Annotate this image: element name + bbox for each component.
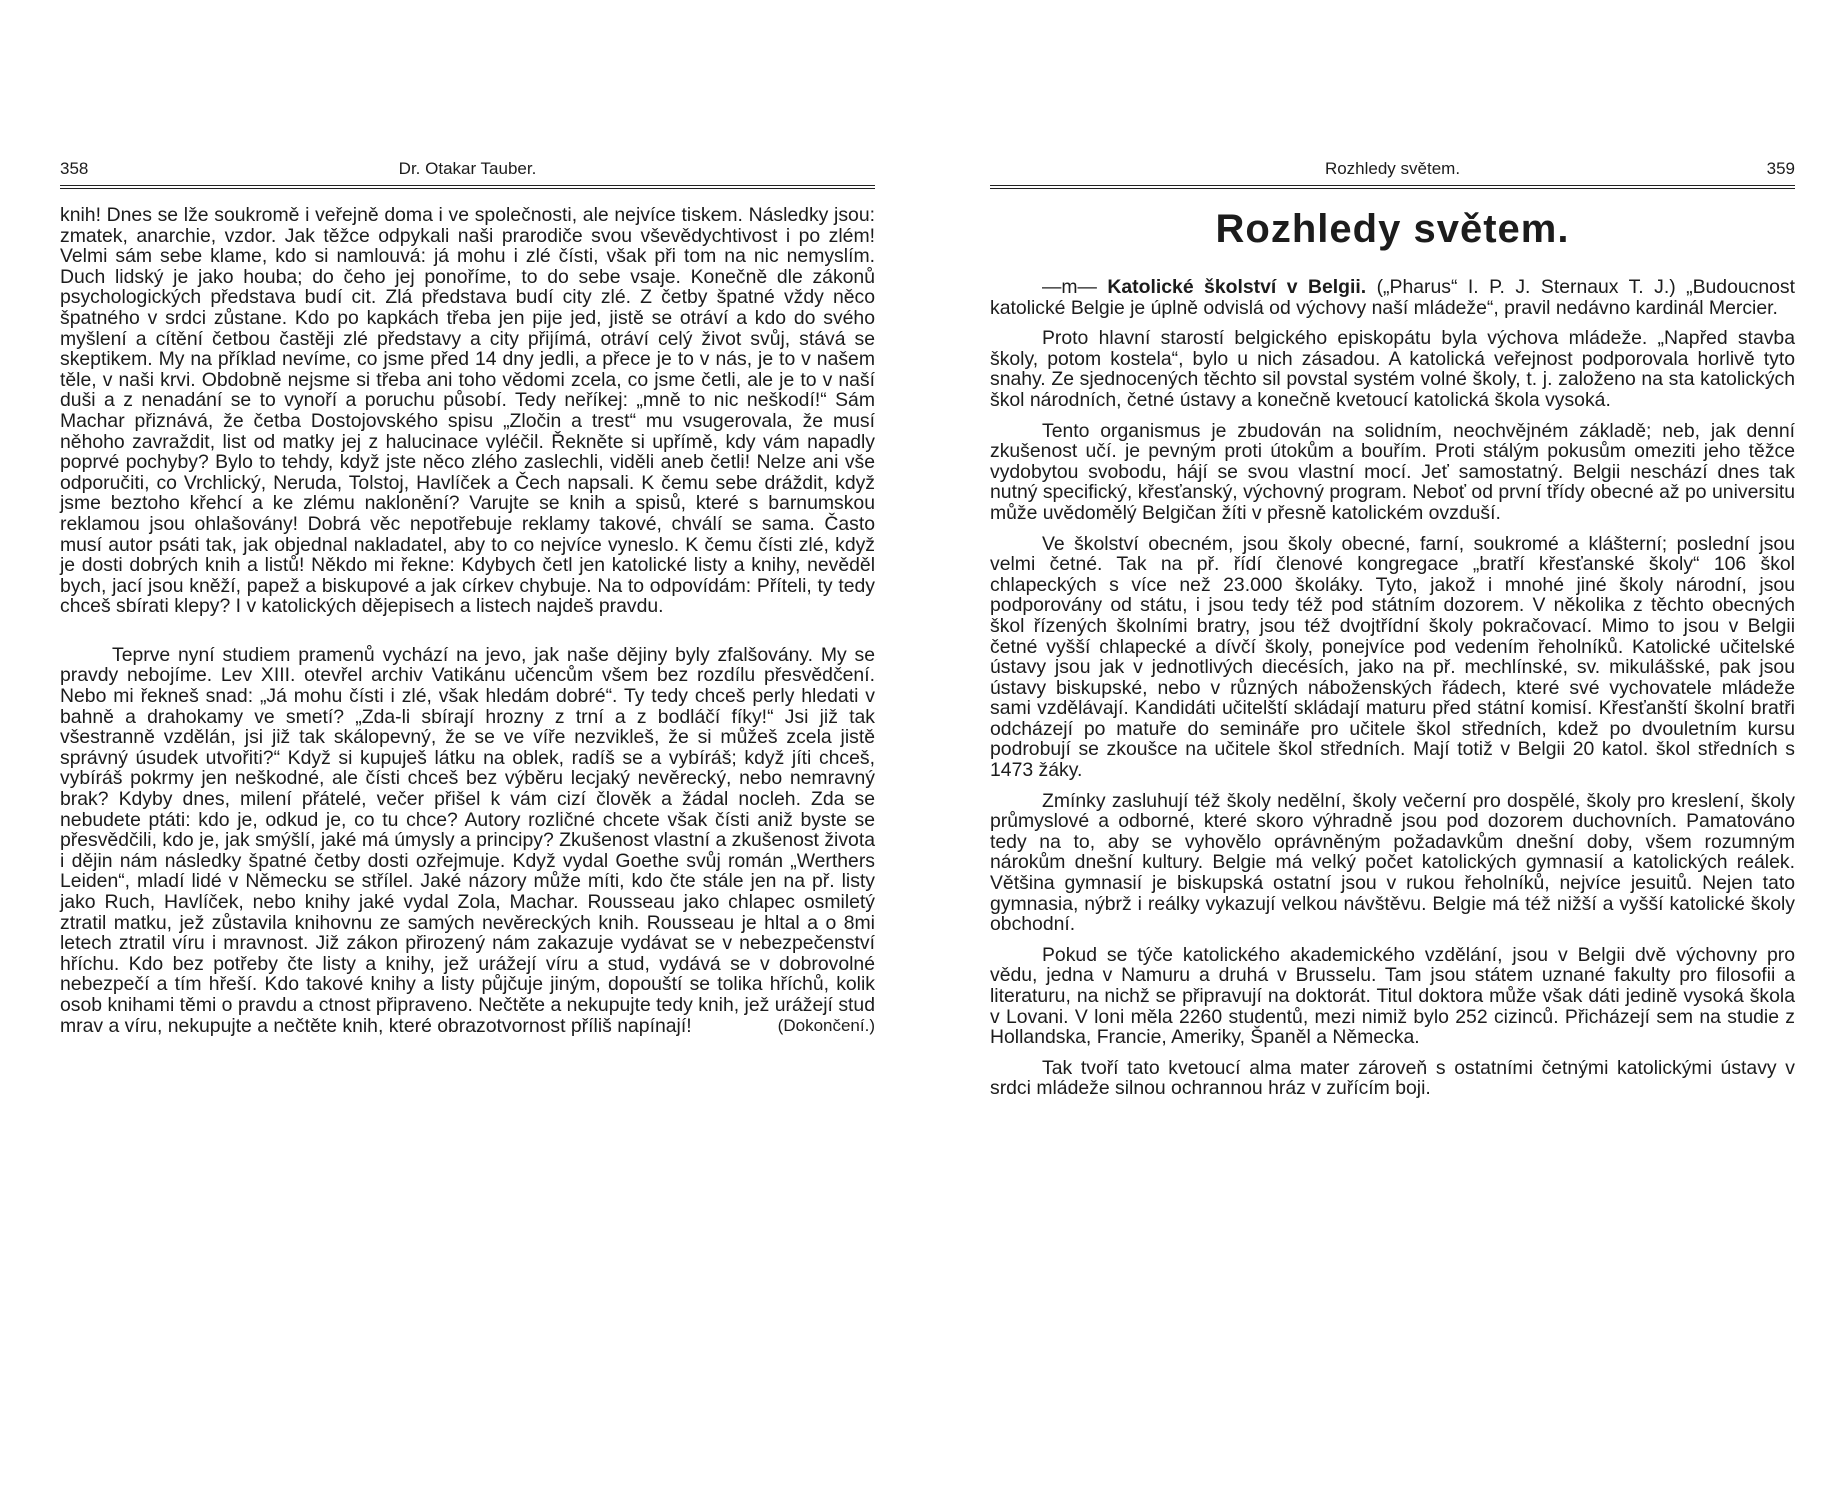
running-head-right: [990, 155, 1795, 183]
page-number-left: 358: [60, 159, 89, 178]
header-rule-left: [60, 185, 875, 189]
left-paragraph-2: [60, 645, 875, 1036]
left-paragraph-1: knih! Dnes se lže soukromě i veřejně doma i ve společnosti, ale nejvíce tiskem. Následky jsou: zmatek, anarchie, vzdor. Jak těžce odpykali naši prarodiče svou vševědychtivost i po zlém! Velmi sám sebe klame, kdo si namlouvá: já mohu i zlé čísti, však při tom na nic nemyslím. Duch lidský je jako houba; do čeho jej ponoříme, to do sebe vsaje. Konečně dle zákonů psychologických představa budí cit. Zlá představa budí city zlé. Z četby špatné vždy něco špatného v srdci zůstane. Kdo po kapkách třeba jen pije jed, jistě se otráví a kdo do svého myšlení a cítění četbou častěji zlé představy a city přijímá, otráví celý život svůj, stává se skeptikem. My na příklad nevíme, co jsme před 14 dny jedli, a přece je to v nás, je to v našem těle, v naši krvi. Obdobně nejsme si třeba ani toho vědomi zcela, co jsme četli, ale je to v naší duši a z nenadání se to vynoří a poruchu působí. Tedy neříkej: „mně to nic neškodí!“ Sám Machar přiznává, že četba Dostojovského spisu „Zločin a trest“ mu vsugerovala, že musí něhoho zavraždit, list od matky jej z halucinace vyléčil. Řekněte si upřímě, kdy vám napadly poprvé pochyby? Bylo to tehdy, když jste něco zlého zaslechli, viděli aneb četli! Nelze ani vše odporučiti, co Vrchlický, Neruda, Tolstoj, Havlíček a Čech napsali. K čemu sebe dráždit, když jsme beztoho křehcí a ke zlému naklonění? Varujte se knih a spisů, které s barnumskou reklamou jsou ohlašovány! Dobrá věc nepotřebuje reklamy takové, chválí se sama. Často musí autor psáti tak, jak objednal nakladatel, aby to co nejvíce vyneslo. K čemu čísti zlé, když je dosti dobrých knih a listů! Někdo mi řekne: Kdybych četl jen katolické listy a knihy, nevěděl bych, jací jsou kněží, papež a biskupové a jak církev chybuje. Na to odpovídám: Příteli, ty tedy chceš sbírati klepy? I v katolických dějepisech a listech najdeš pravdu.: [60, 204, 875, 618]
right-paragraph-5: Zmínky zasluhují též školy nedělní, školy večerní pro dospělé, školy pro kreslení, školy průmyslové a odborné, které skoro výhradně jsou pod dozorem duchovních. Pamatováno tedy na to, aby se vyhovělo oprávněným požadavkům dnešní doby, všem rozumným nárokům dnešní kultury. Belgie má velký počet katolických gymnasií a katolických reálek. Většina gymnasií je biskupská ostatní jsou v rukou řeholníků, nejvíce jesuitů. Nejen tato gymnasia, nýbrž i reálky vykazují velkou návštěvu. Belgie má též nižší a vyšší katolické školy obchodní.: [990, 789, 1795, 936]
right-page: [990, 155, 1795, 1109]
page-number-right: 359: [1766, 159, 1795, 178]
right-paragraph-6: Pokud se týče katolického akademického vzdělání, jsou v Belgii dvě výchovny pro vědu, jedna v Namuru a druhá v Brusselu. Tam jsou státem uznané fakulty pro filosofii a literaturu, na nichž se připravují na doktorát. Titul doktora může však dáti jedině vysoká škola v Lovani. V loni měla 2260 studentů, mezi nimiž bylo 252 cizinců. Přicházejí sem na studie z Hollandska, Francie, Ameriky, Španěl a Německa.: [990, 943, 1795, 1049]
right-paragraph-4: Ve školství obecném, jsou školy obecné, farní, soukromé a klášterní; poslední jsou velmi četné. Tak na př. řídí členové kongregace „bratří křesťanské školy“ 106 škol chlapeckých s více než 23.000 školáky. Tyto, jakož i mnohé jiné školy národní, jsou podporovány od státu, i jsou tedy též pod státním dozorem. V několika z těchto obecných škol řízených školními bratry, jsou též dvojtřídní školy pokračovací. Mimo to jsou v Belgii četné vyšší chlapecké a dívčí školy, ponejvíce pod vedením řeholníků. Katolické učitelské ústavy jsou jak v jednotlivých diecésích, jako na př. mechlínské, sv. mikulášské, pak jsou ústavy biskupské, nebo v různých náboženských řádech, které své vychovatele mládeže sami vzdělávají. Kandidáti učitelští skládají maturu před státní komisí. Křesťanští školní bratři odcházejí po matuře do semináře pro učitele škol středních, kdež po dvouletním kursu podrobují se zkoušce na učitele škol středních. Mají totiž v Belgii 20 katol. škol středních s 1473 žáky.: [990, 532, 1795, 782]
left-paragraph-2-text: Teprve nyní studiem pramenů vychází na jevo, jak naše dějiny byly zfalšovány. My se pravdy nebojíme. Lev XIII. otevřel archiv Vatikánu učencům všem bez rozdílu přesvědčení. Nebo mi řekneš snad: „Já mohu čísti i zlé, však hledám dobré“. Ty tedy chceš perly hledati v bahně a drahokamy ve smetí? „Zda-li sbírají hrozny z trní a z bodláčí fíky!“ Jsi již tak všestranně vzdělán, jsi již tak skálopevný, že se ve víře nezvikleš, že si můžeš zcela jistě správný úsudek utvořiti?“ Když si kupuješ látku na oblek, radíš se a vybíráš; když jíti chceš, vybíráš pokrmy jen neškodné, ale čísti chceš bez výběru lecjaký nevěrecký, nebo nemravný brak? Kdyby dnes, milení přátelé, večer přišel k vám cizí člověk a žádal nocleh. Zda se nebudete ptáti: kdo je, odkud je, co tu chce? Autory rozličné chcete však čísti aniž byste se přesvědčili, kdo je, jak smýšlí, jaké má úmysly a principy? Zkušenost vlastní a zkušenost života i dějin nám následky špatné četby dosti ozřejmuje. Když vydal Goethe svůj román „Werthers Leiden“, mladí lidé v Německu se střílel. Jaké názory může míti, kdo čte stále jen na př. listy jako Ruch, Havlíček, nebo knihy jaké vydal Zola, Machar. Rousseau jako chlapec osmiletý ztratil matku, jež zůstavila knihovnu ze samých nevěreckých knih. Rousseau je hltal a o 8mi letech ztratil víru i mravnost. Již zákon přirozený nám zakazuje vydávat se v nebezpečenství hříchu. Kdo bez potřeby čte listy a knihy, jež urážejí víru a stud, vydává se v dobrovolné nebezpečí a tím hřeší. Kdo takové knihy a listy půjčuje jiným, dopouští se tolika hříchů, kolik osob knihami těmi o pravdu a ctnost připraveno. Nečtěte a nekupujte tedy knih, jež urážejí stud mrav a víru, nekupujte a nečtěte knih, které obrazotvornost příliš napínají!: [60, 643, 875, 1037]
right-paragraph-3: Tento organismus je zbudován na solidním, neochvějném základě; neb, jak denní zkušenost učí. je pevným proti útokům a bouřím. Proti stálým pokusům omeziti jeho těžce vydobytou svobodu, hájí se svou vlastní mocí. Jeť samostatný. Belgii neschází dnes tak nutný specifický, křesťanský, výchovný program. Neboť od první třídy obecné až po universitu může uvědomělý Belgičan žíti v přesně katolickém ovzduší.: [990, 419, 1795, 524]
byline: —m—: [1042, 276, 1097, 298]
left-page: [60, 155, 875, 1036]
right-page-body: [990, 277, 1795, 1099]
running-head-title-left: Dr. Otakar Tauber.: [398, 159, 537, 178]
section-heading: Rozhledy světem.: [1215, 207, 1570, 251]
header-rule-right: [990, 185, 1795, 189]
running-head-title-right: Rozhledy světem.: [1324, 159, 1461, 178]
running-head-left: [60, 155, 875, 183]
article-title: Katolické školství v Belgii.: [1107, 276, 1367, 298]
right-paragraph-1-text: „Budoucnost katolické Belgie je úplně odvislá od výchovy naší mládeže“, pravil nedávno kardinál Mercier.: [990, 276, 1795, 319]
concluded-note: (Dokončení.): [777, 1015, 875, 1035]
article-source: („Pharus“ I. P. J. Sternaux T. J.): [1376, 276, 1676, 298]
right-paragraph-2: Proto hlavní starostí belgického episkopátu byla výchova mládeže. „Napřed stavba školy, potom kostela“, bylo u nich zásadou. A katolická veřejnost podporovala horlivě tyto snahy. Ze sjednocených těchto sil povstal systém volné školy, t. j. založeno na sta katolických škol národních, četné ústavy a konečně kvetoucí katolická škola vysoká.: [990, 327, 1795, 411]
left-page-body: [60, 205, 875, 1036]
right-paragraph-7: Tak tvoří tato kvetoucí alma mater zároveň s ostatními četnými katolickými ústavy v srdci mládeže silnou ochrannou hráz v zuřícím boji.: [990, 1056, 1795, 1100]
right-paragraph-1: [990, 277, 1795, 318]
